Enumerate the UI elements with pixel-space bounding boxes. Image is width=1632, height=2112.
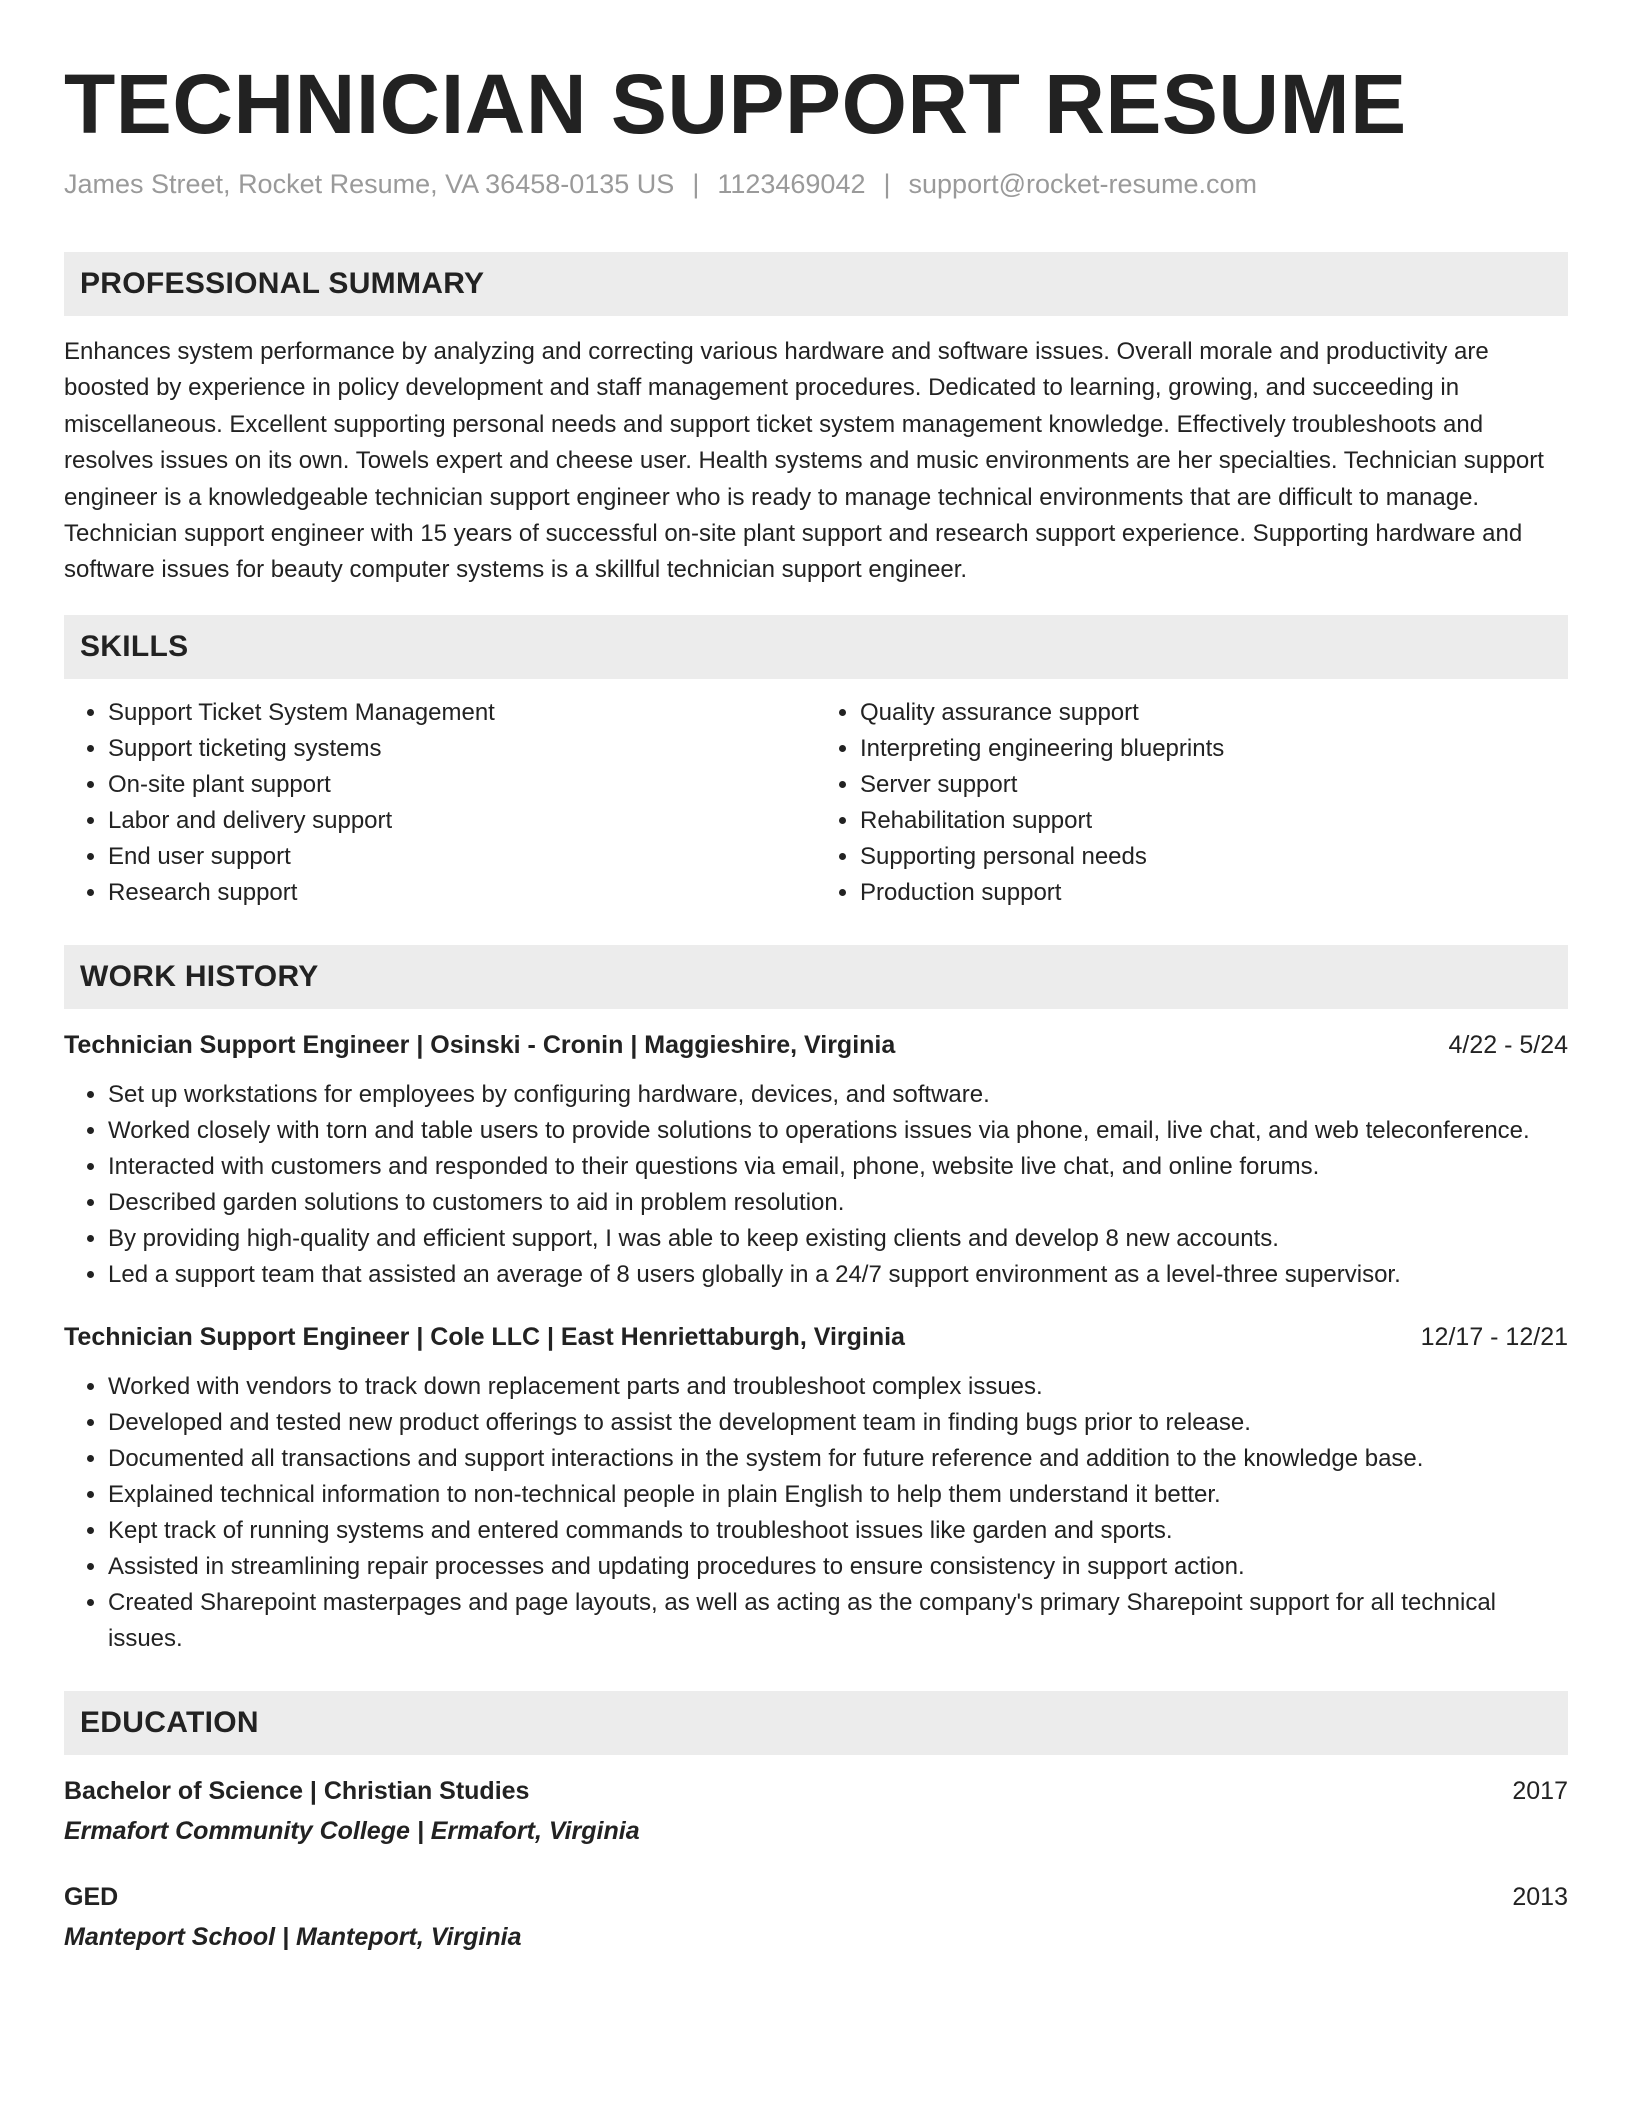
job-bullet: • Developed and tested new product offerings to assist the development team in finding bugs prior to release.: [108, 1405, 1568, 1441]
education-degree: GED: [64, 1882, 119, 1911]
skill-item: • Research support: [108, 875, 816, 911]
job-entry: [64, 1027, 1568, 1293]
job-bullet: • Worked with vendors to track down replacement parts and troubleshoot complex issues.: [108, 1369, 1568, 1405]
job-entry: [64, 1319, 1568, 1657]
skill-item: • Supporting personal needs: [860, 839, 1568, 875]
education-school: Manteport School | Manteport, Virginia: [64, 1922, 522, 1951]
skills-list: [64, 695, 1568, 911]
job-bullet: • Assisted in streamlining repair processes and updating procedures to ensure consistency in support action.: [108, 1549, 1568, 1585]
job-bullet: • Led a support team that assisted an average of 8 users globally in a 24/7 support environment as a level-three supervisor.: [108, 1257, 1568, 1293]
job-dates: 4/22 - 5/24: [1448, 1030, 1568, 1059]
section-header-education: EDUCATION: [64, 1691, 1568, 1755]
job-bullet: • By providing high-quality and efficient support, I was able to keep existing clients and develop 8 new accounts.: [108, 1221, 1568, 1257]
education-year: 2017: [1512, 1776, 1568, 1805]
education-year: 2013: [1512, 1882, 1568, 1911]
contact-separator: |: [883, 169, 891, 199]
job-bullet: • Explained technical information to non-technical people in plain English to help them understand it better.: [108, 1477, 1568, 1513]
job-title: Technician Support Engineer | Osinski - Cronin | Maggieshire, Virginia: [64, 1030, 896, 1059]
skill-item: • End user support: [108, 839, 816, 875]
skill-item: • Quality assurance support: [860, 695, 1568, 731]
education-school: Ermafort Community College | Ermafort, Virginia: [64, 1816, 640, 1845]
job-bullet: • Kept track of running systems and entered commands to troubleshoot issues like garden and sports.: [108, 1513, 1568, 1549]
job-title: Technician Support Engineer | Cole LLC | East Henriettaburgh, Virginia: [64, 1322, 905, 1351]
contact-email: support@rocket-resume.com: [908, 169, 1258, 199]
education-degree: Bachelor of Science | Christian Studies: [64, 1776, 530, 1805]
job-heading-row: [64, 1027, 1568, 1063]
job-bullets: [64, 1369, 1568, 1657]
contact-separator: |: [692, 169, 700, 199]
skill-item: • Rehabilitation support: [860, 803, 1568, 839]
job-dates: 12/17 - 12/21: [1420, 1322, 1568, 1351]
skill-item: • Production support: [860, 875, 1568, 911]
job-bullet: • Documented all transactions and support interactions in the system for future reference and addition to the knowledge base.: [108, 1441, 1568, 1477]
education-entry: [64, 1879, 1568, 1955]
skill-item: • Support ticketing systems: [108, 731, 816, 767]
section-header-summary: PROFESSIONAL SUMMARY: [64, 252, 1568, 316]
skills-column-left: [64, 695, 816, 911]
job-heading-row: [64, 1319, 1568, 1355]
contact-line: [64, 166, 1568, 202]
job-bullets: [64, 1077, 1568, 1293]
skill-item: • Server support: [860, 767, 1568, 803]
skills-column-right: [816, 695, 1568, 911]
section-header-skills: SKILLS: [64, 615, 1568, 679]
summary-paragraph: Enhances system performance by analyzing and correcting various hardware and software issues. Overall morale and productivity are boosted by experience in policy development and staff management procedures. Dedicated to learning, growing, and succeeding in miscellaneous. Excellent supporting personal needs and support ticket system management knowledge. Effectively troubleshoots and resolves issues on its own. Towels expert and cheese user. Health systems and music environments are her specialties. Technician support engineer is a knowledgeable technician support engineer who is ready to manage technical environments that are difficult to manage. Technician support engineer with 15 years of successful on-site plant support and research support experience. Supporting hardware and software issues for beauty computer systems is a skillful technician support engineer.: [64, 338, 1544, 584]
skill-item: • Support Ticket System Management: [108, 695, 816, 731]
section-header-work-history: WORK HISTORY: [64, 945, 1568, 1009]
job-bullet: • Set up workstations for employees by configuring hardware, devices, and software.: [108, 1077, 1568, 1113]
education-heading-row: [64, 1773, 1568, 1809]
job-bullet: • Created Sharepoint masterpages and page layouts, as well as acting as the company's primary Sharepoint support for all technical issues.: [108, 1585, 1568, 1657]
job-bullet: • Interacted with customers and responded to their questions via email, phone, website live chat, and online forums.: [108, 1149, 1568, 1185]
contact-address: James Street, Rocket Resume, VA 36458-0135 US: [64, 169, 675, 199]
skill-item: • Interpreting engineering blueprints: [860, 731, 1568, 767]
education-heading-row: [64, 1879, 1568, 1915]
skill-item: • On-site plant support: [108, 767, 816, 803]
job-bullet: • Worked closely with torn and table users to provide solutions to operations issues via phone, email, live chat, and web teleconference.: [108, 1113, 1568, 1149]
resume-title: TECHNICIAN SUPPORT RESUME: [64, 57, 1407, 151]
contact-phone: 1123469042: [717, 169, 866, 199]
education-entry: [64, 1773, 1568, 1849]
job-bullet: • Described garden solutions to customers to aid in problem resolution.: [108, 1185, 1568, 1221]
skill-item: • Labor and delivery support: [108, 803, 816, 839]
